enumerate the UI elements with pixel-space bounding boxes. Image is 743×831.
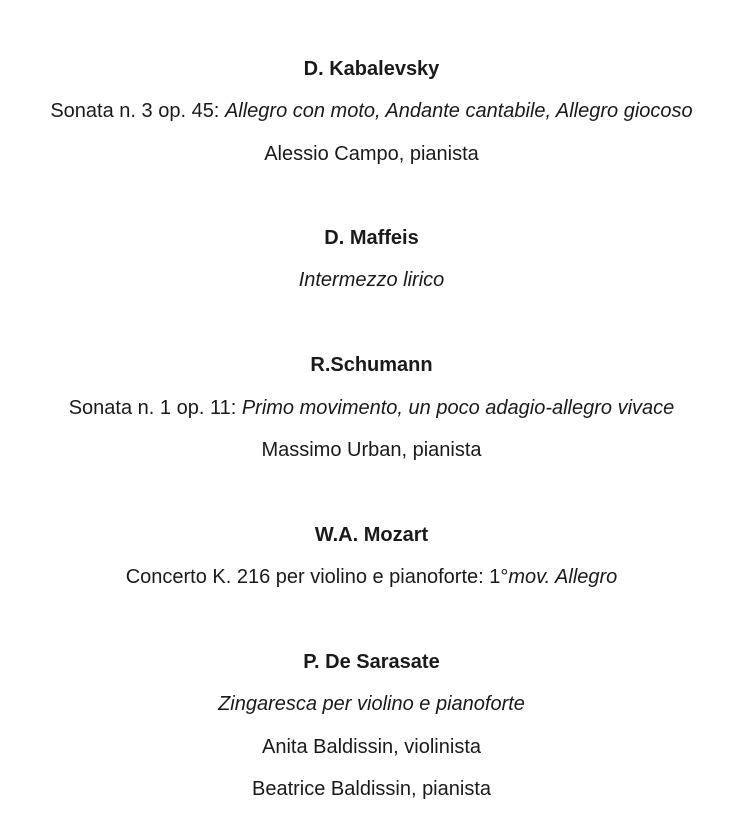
work-movements: mov. Allegro (508, 566, 618, 588)
work-schumann (0, 395, 743, 421)
performer-schumann: Massimo Urban, pianista (261, 439, 482, 461)
composer-kabalevsky: D. Kabalevsky (303, 58, 440, 80)
work-movements: Allegro con moto, Andante cantabile, Allegro giocoso (224, 100, 693, 122)
work-maffeis: Intermezzo lirico (298, 269, 445, 291)
composer-sarasate: P. De Sarasate (303, 651, 440, 673)
performer-sarasate-violin: Anita Baldissin, violinista (262, 736, 481, 758)
composer-maffeis: D. Maffeis (324, 227, 419, 249)
work-sarasate: Zingaresca per violino e pianoforte (218, 693, 525, 715)
work-title: Concerto K. 216 per violino e pianoforte: (125, 566, 490, 588)
composer-schumann: R.Schumann (310, 354, 433, 376)
performer-kabalevsky: Alessio Campo, pianista (264, 143, 479, 165)
work-mozart (0, 564, 743, 590)
work-movement-number: 1° (489, 566, 509, 588)
work-kabalevsky (0, 98, 743, 124)
work-title: Sonata n. 1 op. 11: (68, 397, 242, 419)
composer-mozart: W.A. Mozart (314, 524, 429, 546)
work-movements: Primo movimento, un poco adagio-allegro vivace (241, 397, 675, 419)
work-title: Sonata n. 3 op. 45: (50, 100, 225, 122)
performer-sarasate-piano: Beatrice Baldissin, pianista (251, 778, 491, 800)
